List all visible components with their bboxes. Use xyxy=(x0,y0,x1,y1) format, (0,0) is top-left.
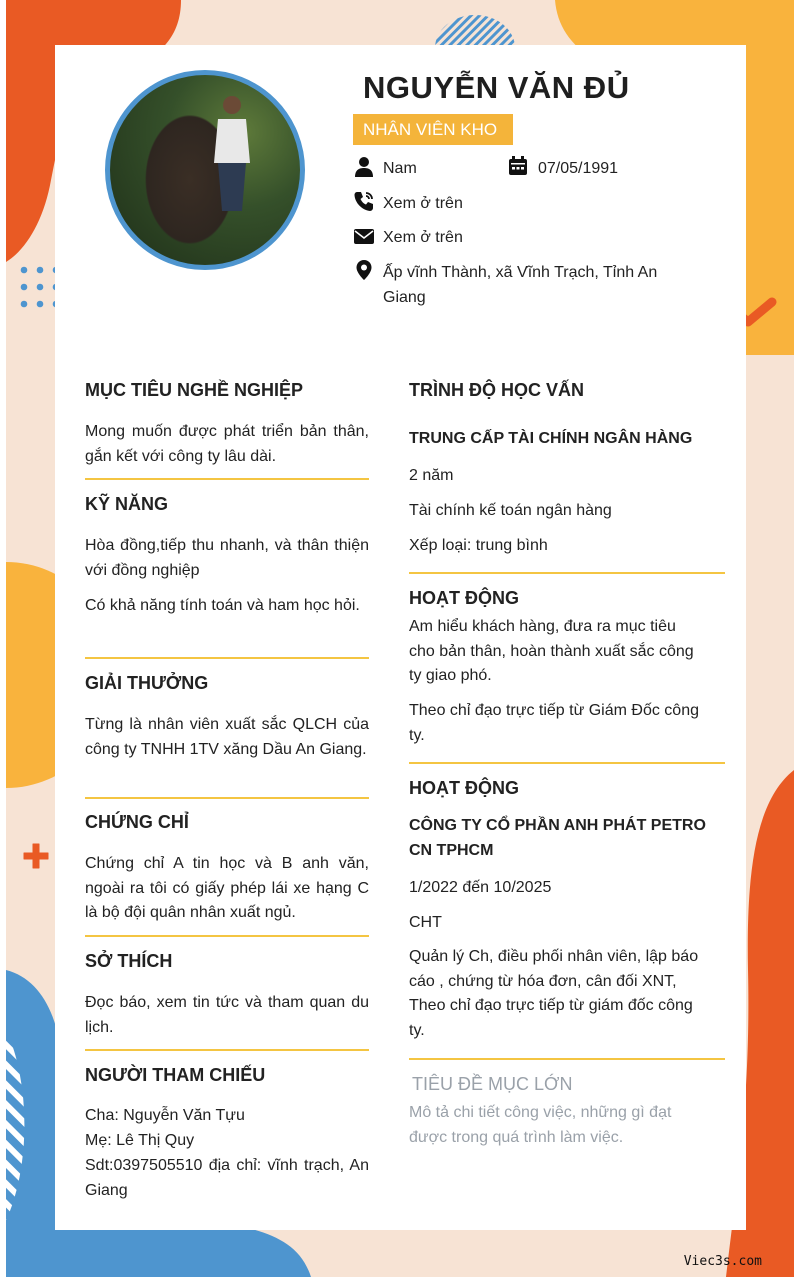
skills-title: KỸ NĂNG xyxy=(85,494,169,514)
calendar-icon xyxy=(507,155,529,177)
work-role: CHT xyxy=(409,914,442,931)
watermark: Viec3s.com xyxy=(683,1254,762,1269)
divider xyxy=(85,935,369,937)
reference-line: Sdt:0397505510 địa chỉ: vĩnh trạch, An Giang xyxy=(85,1157,369,1199)
phone-icon xyxy=(353,190,375,212)
certificates-text: Chứng chỉ A tin học và B anh văn, ngoài ra tôi có giấy phép lái xe hạng C là bộ đội quân nhân xuất ngủ. xyxy=(85,855,369,921)
certificates-title: CHỨNG CHỈ xyxy=(85,812,189,832)
address-value xyxy=(383,260,683,310)
hobbies-title: SỞ THÍCH xyxy=(85,951,173,971)
company-name: CÔNG TY CỔ PHẦN ANH PHÁT PETRO CN TPHCM xyxy=(409,817,706,859)
skill-item: Hòa đồng,tiếp thu nhanh, và thân thiện với đồng nghiệp xyxy=(85,537,369,579)
activity-text: Am hiểu khách hàng, đưa ra mục tiêu cho bản thân, hoàn thành xuất sắc công ty giao phó. xyxy=(409,618,694,684)
education-title: TRÌNH ĐỘ HỌC VẤN xyxy=(409,380,584,400)
reference-line: Mẹ: Lê Thị Quy xyxy=(85,1132,195,1149)
address-line-1: Ấp vĩnh Thành, xã Vĩnh Trạch, Tỉnh An xyxy=(383,264,658,281)
mail-icon xyxy=(353,225,375,247)
work-period: 1/2022 đến 10/2025 xyxy=(409,879,552,896)
user-icon xyxy=(353,156,375,178)
hobbies-text: Đọc báo, xem tin tức và tham quan du lịch. xyxy=(85,994,369,1036)
skill-item: Có khả năng tính toán và ham học hỏi. xyxy=(85,597,360,614)
location-pin-icon xyxy=(353,259,375,281)
placeholder-title: TIÊU ĐỀ MỤC LỚN xyxy=(412,1074,573,1094)
divider xyxy=(409,762,725,764)
divider xyxy=(85,478,369,480)
birthdate-value: 07/05/1991 xyxy=(538,160,619,177)
education-grade: Xếp loại: trung bình xyxy=(409,537,548,554)
education-major: Tài chính kế toán ngân hàng xyxy=(409,502,612,519)
position-badge: NHÂN VIÊN KHO xyxy=(353,114,513,145)
school-name: TRUNG CẤP TÀI CHÍNH NGÂN HÀNG xyxy=(409,430,693,447)
education-duration: 2 năm xyxy=(409,467,454,484)
divider xyxy=(85,797,369,799)
email-value: Xem ở trên xyxy=(383,229,463,246)
reference-line: Cha: Nguyễn Văn Tựu xyxy=(85,1107,245,1124)
gender-value: Nam xyxy=(383,160,417,177)
person-silhouette xyxy=(210,93,254,211)
placeholder-text: Mô tả chi tiết công việc, những gì đạt được trong quá trình làm việc. xyxy=(409,1104,672,1146)
work-description: Quản lý Ch, điều phối nhân viên, lập báo cáo , chứng từ hóa đơn, cân đối XNT, Theo chỉ đạo trực tiếp từ giám đốc công ty. xyxy=(409,948,699,1039)
activity-text: Theo chỉ đạo trực tiếp từ Giám Đốc công ty. xyxy=(409,702,699,744)
references-title: NGƯỜI THAM CHIẾU xyxy=(85,1065,266,1085)
address-line-2: Giang xyxy=(383,289,426,306)
divider xyxy=(85,1049,369,1051)
activity-title: HOẠT ĐỘNG xyxy=(409,778,519,798)
hatched-semicircle-top xyxy=(430,12,520,48)
awards-text: Từng là nhân viên xuất sắc QLCH của công ty TNHH 1TV xăng Dầu An Giang. xyxy=(85,716,369,758)
phone-value: Xem ở trên xyxy=(383,195,463,212)
divider xyxy=(409,572,725,574)
objective-title: MỤC TIÊU NGHỀ NGHIỆP xyxy=(85,380,304,400)
candidate-name: NGUYỄN VĂN ĐỦ xyxy=(363,70,630,105)
profile-photo xyxy=(105,70,305,270)
objective-text: Mong muốn được phát triển bản thân, gắn kết với công ty lâu dài. xyxy=(85,423,369,465)
plus-icon xyxy=(20,841,52,871)
divider xyxy=(409,1058,725,1060)
divider xyxy=(85,657,369,659)
awards-title: GIẢI THƯỞNG xyxy=(85,673,209,693)
activity-title: HOẠT ĐỘNG xyxy=(409,588,519,608)
